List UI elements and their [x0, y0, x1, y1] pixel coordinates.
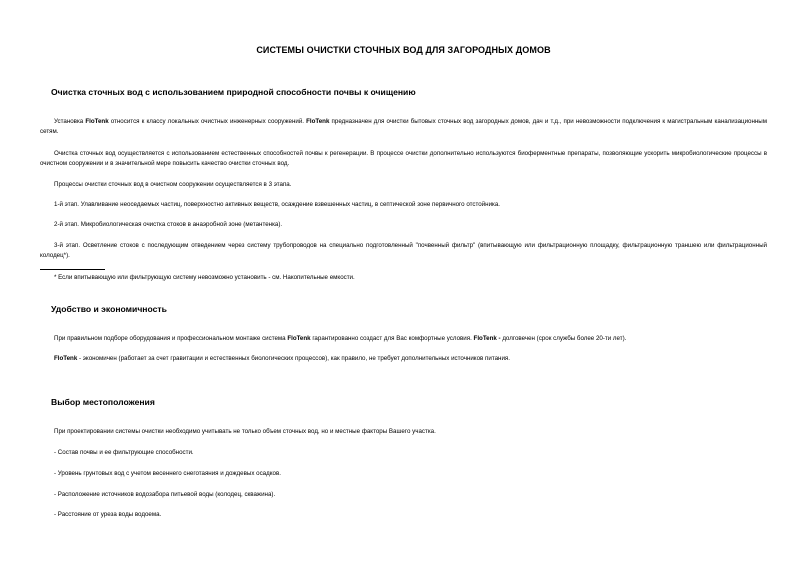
paragraph-stage-3: 3-й этап. Осветление стоков с последующим отведением через систему трубопроводов на специально подготовленный "почвенный фильтр" (впитывающую или фильтрационную площадку, фильтрационную траншею или фильтрационный колодец*).: [40, 242, 767, 259]
list-item: - Уровень грунтовых вод с учетом весеннего снеготаяния и дождевых осадков.: [54, 470, 281, 477]
paragraph-comfort: [54, 334, 626, 344]
paragraph-stage-1: 1-й этап. Улавливание неоседаемых частиц, поверхностно активных веществ, осаждение взвешенных частиц, в септической зоне первичного отстойника.: [54, 201, 501, 208]
paragraph-stage-2: 2-й этап. Микробиологическая очистка стоков в анаэробной зоне (метантенка).: [54, 221, 283, 228]
footnote-divider: [40, 269, 105, 270]
document-title: СИСТЕМЫ ОЧИСТКИ СТОЧНЫХ ВОД ДЛЯ ЗАГОРОДНЫХ ДОМОВ: [256, 45, 551, 55]
brand-name: FloTenk: [85, 118, 109, 125]
paragraph-economy: [54, 354, 510, 364]
paragraph-installation: [40, 117, 767, 136]
paragraph-regeneration: Очистка сточных вод осуществляется с использованием естественных способностей почвы к регенерации. В процессе очистки дополнительно используются биоферментные препараты, позволяющие ускорить микробиологические процессы в очистном сооружении и в значительной мере повысить качество очистки сточных вод.: [40, 150, 767, 167]
list-item: - Расположение источников водозабора питьевой воды (колодец, скважина).: [54, 491, 276, 498]
list-item: - Расстояние от уреза воды водоема.: [54, 511, 162, 518]
footnote: * Если впитывающую или фильтрующую систему невозможно установить - см. Накопительные емкости.: [54, 274, 355, 281]
section-heading-location: Выбор местоположения: [51, 397, 155, 407]
list-item: - Состав почвы и ее фильтрующие способности.: [54, 449, 194, 456]
paragraph-location-intro: При проектировании системы очистки необходимо учитывать не только объем сточных вод, но и местные факторы Вашего участка.: [54, 428, 436, 435]
text-run: предназначен для очистки бытовых сточных вод загородных домов, дач и т.д., при невозможности подключения к магистральным канализационным сетям.: [40, 118, 768, 135]
brand-name: FloTenk -: [473, 335, 501, 342]
brand-name: FloTenk: [306, 118, 330, 125]
text-run: долговечен (срок службы более 20-ти лет).: [500, 335, 627, 342]
brand-name: FloTenk: [287, 335, 311, 342]
text-run: гарантированно создаст для Вас комфортные условия.: [310, 335, 474, 342]
section-heading-treatment: Очистка сточных вод с использованием природной способности почвы к очищению: [51, 87, 416, 97]
text-run: - экономичен (работает за счет гравитации и естественных биологических процессов), как правило, не требует дополнительных источников питания.: [77, 355, 510, 362]
brand-name: FloTenk: [54, 355, 78, 362]
paragraph-stages-intro: Процессы очистки сточных вод в очистном сооружении осуществляется в 3 этапа.: [54, 181, 292, 188]
section-heading-convenience: Удобство и экономичность: [51, 304, 167, 314]
text-run: Установка: [54, 118, 86, 125]
text-run: При правильном подборе оборудования и профессиональном монтаже система: [54, 335, 288, 342]
text-run: относится к классу локальных очистных инженерных сооружений.: [108, 118, 307, 125]
